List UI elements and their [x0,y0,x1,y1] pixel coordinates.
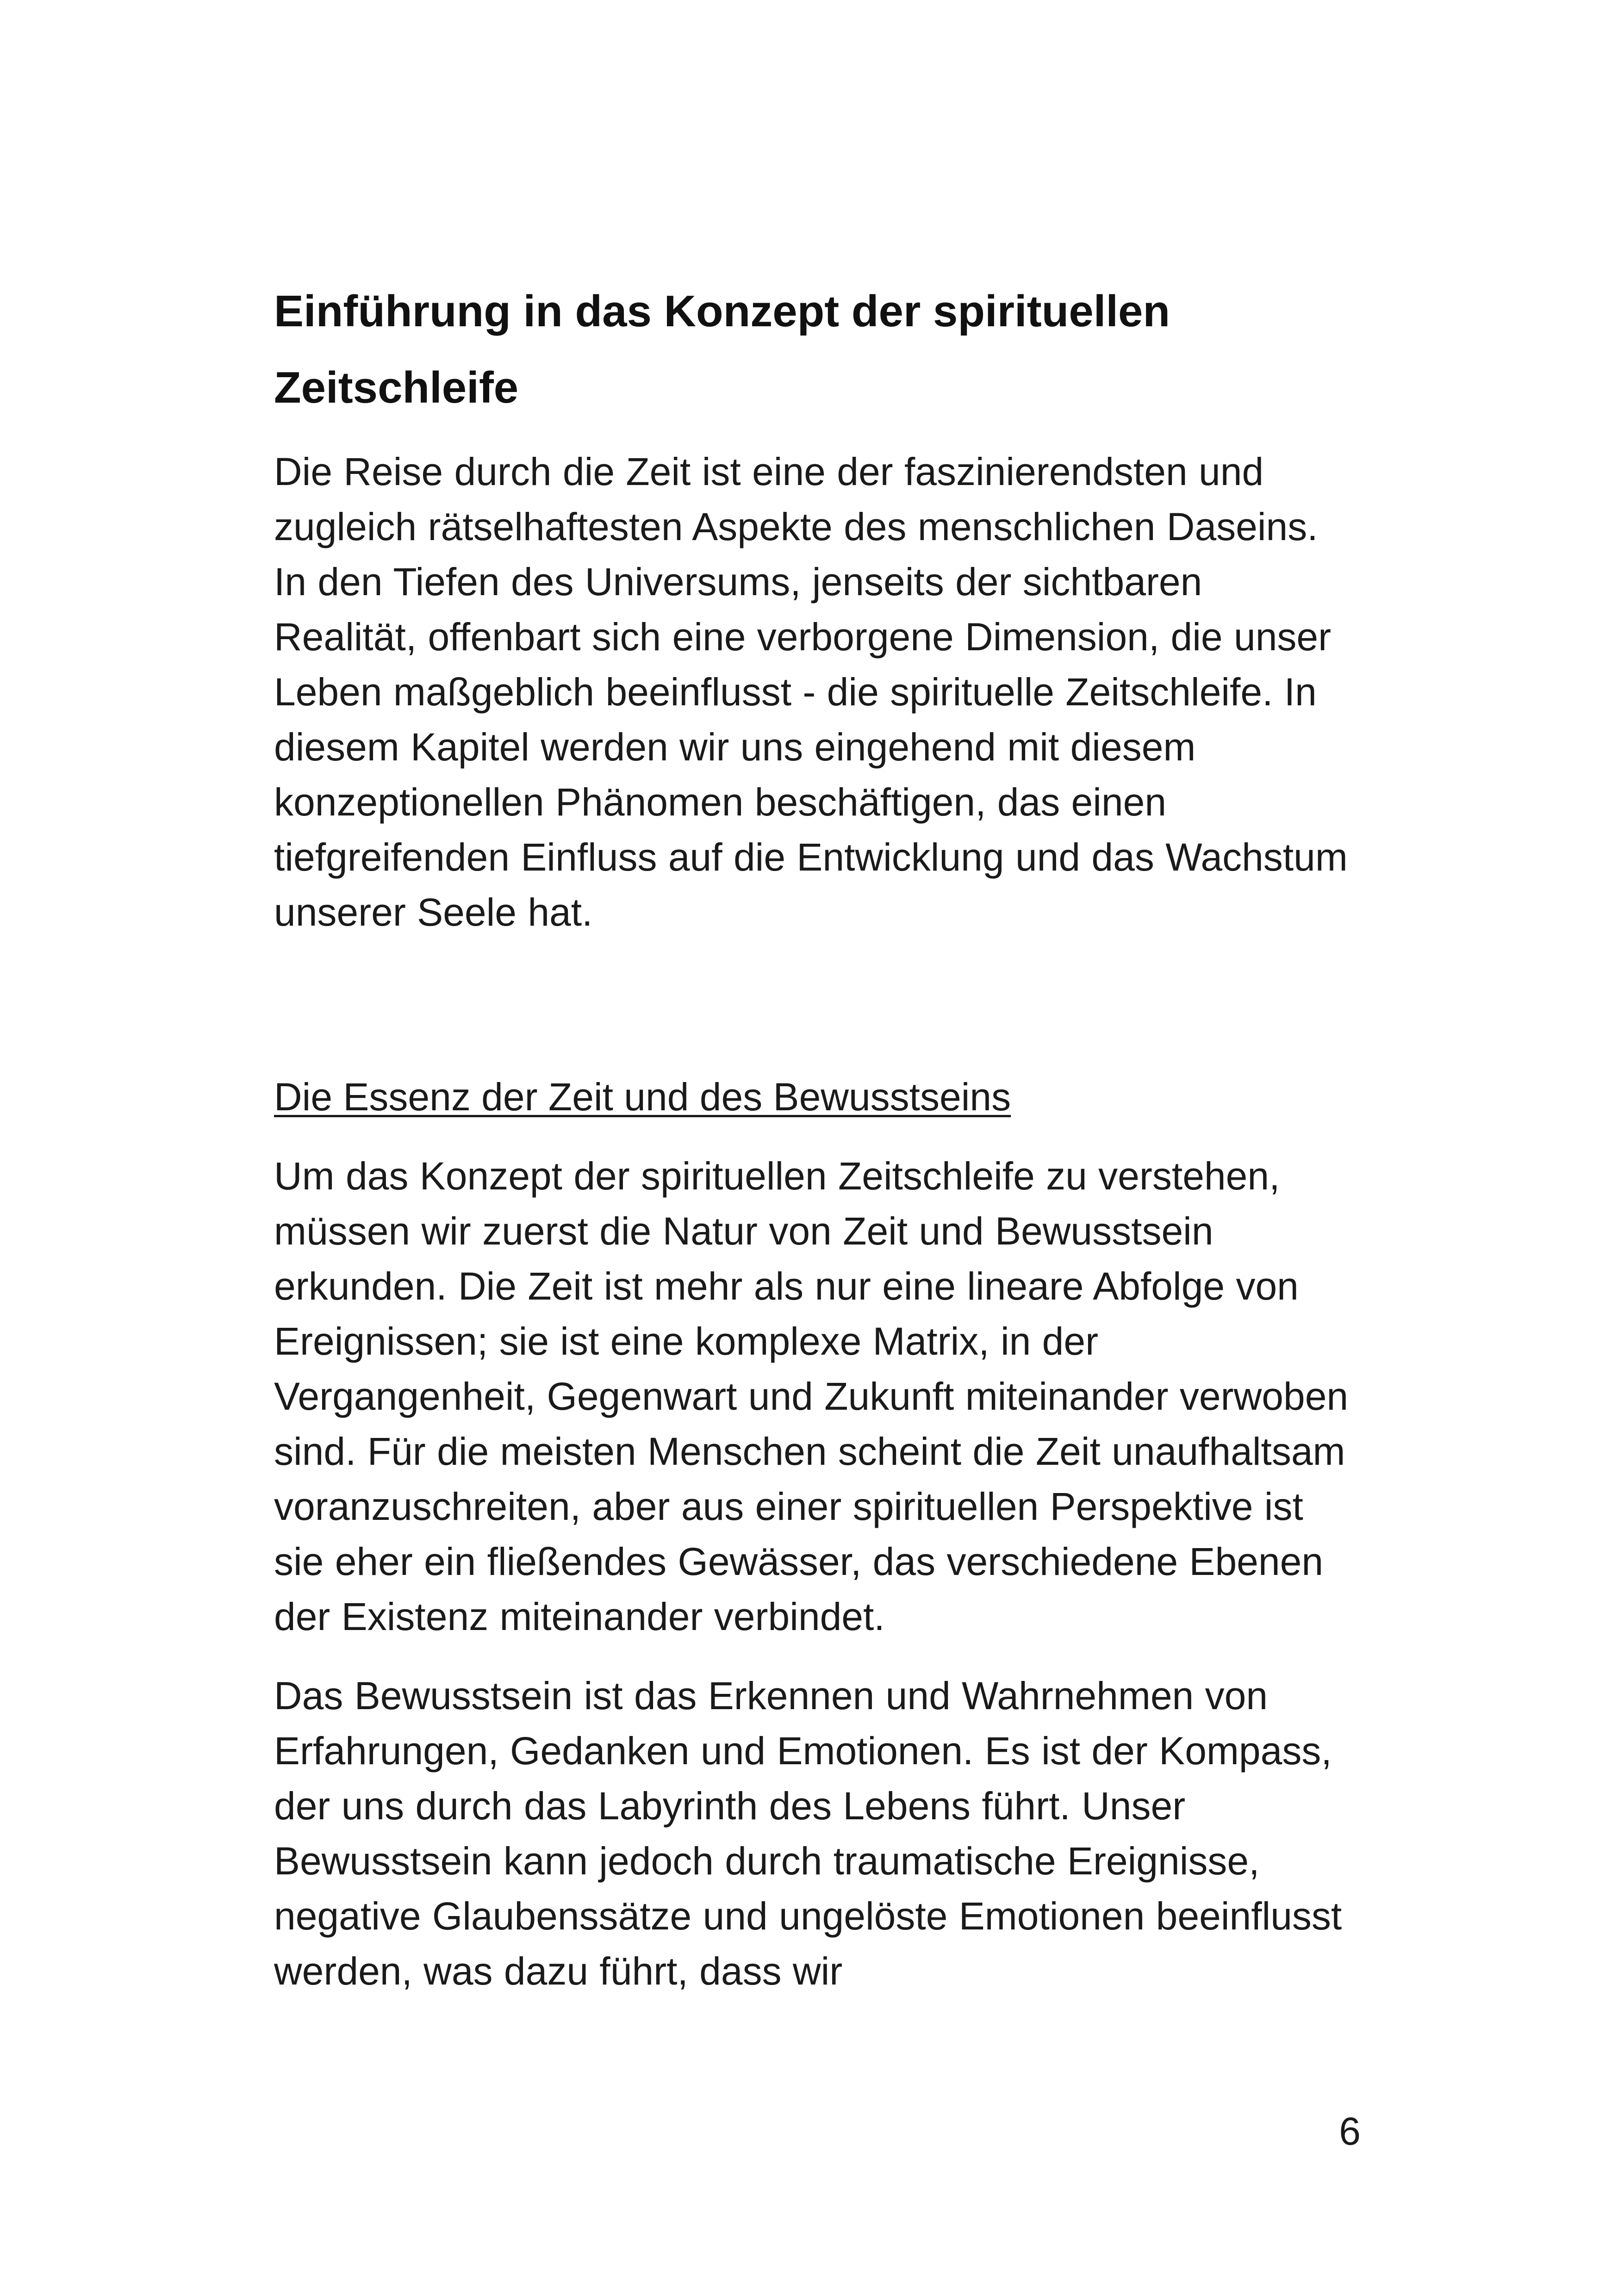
page-number: 6 [1339,2109,1361,2153]
intro-paragraph: Die Reise durch die Zeit ist eine der faszinierendsten und zugleich rätselhaftesten Aspekte des menschlichen Daseins. In den Tiefen des Universums, jenseits der sichtbaren Realität, offenbart sich eine verborgene Dimension, die unser Leben maßgeblich beeinflusst - die spirituelle Zeitschleife. In diesem Kapitel werden wir uns eingehend mit diesem konzeptionellen Phänomen beschäftigen, das einen tiefgreifenden Einfluss auf die Entwicklung und das Wachstum unserer Seele hat. [274,450,1348,934]
section-heading: Die Essenz der Zeit und des Bewusstseins [274,1075,1011,1119]
section-paragraph: Um das Konzept der spirituellen Zeitschleife zu verstehen, müssen wir zuerst die Natur von Zeit und Bewusstsein erkunden. Die Zeit ist mehr als nur eine lineare Abfolge von Ereignissen; sie ist eine komplexe Matrix, in der Vergangenheit, Gegenwart und Zukunft miteinander verwoben sind. Für die meisten Menschen scheint die Zeit unaufhaltsam voranzuschreiten, aber aus einer spirituellen Perspektive ist sie eher ein fließendes Gewässer, das verschiedene Ebenen der Existenz miteinander verbindet. [274,1154,1349,1638]
page-content [274,273,1352,2023]
chapter-title: Einführung in das Konzept der spirituellen Zeitschleife [274,286,1170,412]
section-paragraph: Das Bewusstsein ist das Erkennen und Wahrnehmen von Erfahrungen, Gedanken und Emotionen. Es ist der Kompass, der uns durch das Labyrinth des Lebens führt. Unser Bewusstsein kann jedoch durch traumatische Ereignisse, negative Glaubenssätze und ungelöste Emotionen beeinflusst werden, was dazu führt, dass wir [274,1674,1342,1993]
